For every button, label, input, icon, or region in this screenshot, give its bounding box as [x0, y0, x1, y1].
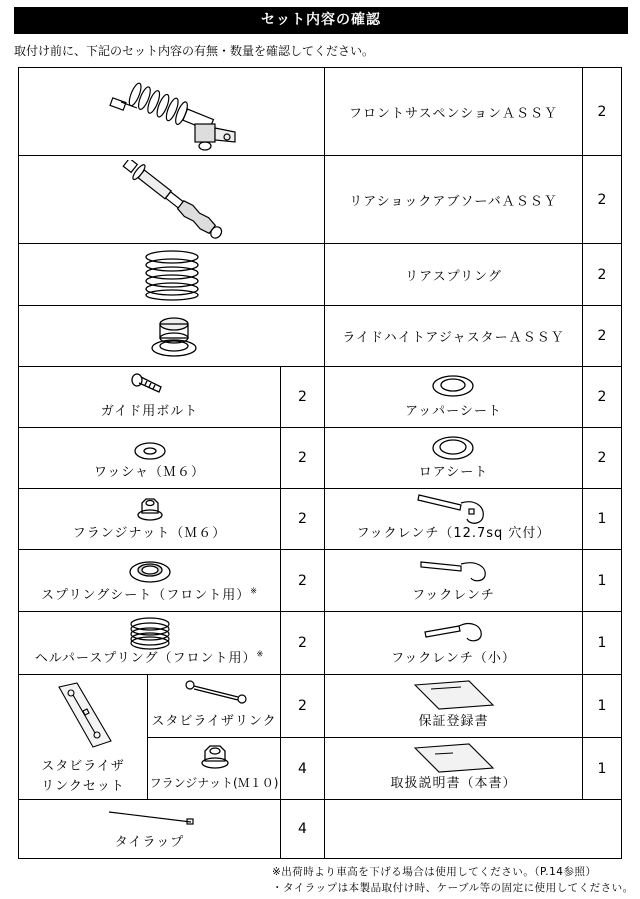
stabilizer-set-label-line2: リンクセット: [41, 779, 125, 794]
tie-wrap-cell: [18, 799, 281, 859]
empty-cell: [324, 799, 622, 859]
spring-seat-icon: [127, 558, 173, 586]
stabilizer-set-icon: [53, 681, 117, 751]
hook-wrench-small-qty: 1: [597, 635, 607, 651]
front-suspension-qty: 2: [597, 103, 607, 120]
flange-nut-icon: [136, 495, 164, 523]
front-suspension-qty-cell: [582, 67, 622, 156]
hook-wrench-qty-cell: [582, 549, 622, 612]
lower-seat-icon: [431, 434, 475, 462]
helper-spring-qty-cell: [280, 611, 325, 675]
stabilizer-set-label-line1: スタビライザ: [41, 759, 125, 774]
footnote-1: ※出荷時より車高を下げる場合は使用してください。（P.14参照）: [272, 866, 597, 878]
rear-spring-image-cell: [18, 243, 325, 306]
flange-nut-m6-qty: 2: [298, 511, 307, 527]
page-title: セット内容の確認: [14, 7, 628, 34]
guide-bolt-label: ガイド用ボルト: [100, 404, 199, 419]
guide-bolt-cell: [18, 366, 281, 428]
lower-seat-qty: 2: [597, 450, 607, 466]
helper-spring-cell: [18, 611, 281, 675]
rear-spring-label: リアスプリング: [405, 269, 502, 284]
hook-wrench-sq-qty: 1: [597, 511, 607, 527]
stabilizer-link-icon: [184, 679, 248, 705]
stabilizer-link-cell: [147, 674, 281, 738]
washer-cell: [18, 427, 281, 489]
manual-label: 取扱説明書（本書）: [390, 776, 517, 791]
stabilizer-link-label: スタビライザリンク: [151, 714, 277, 729]
flange-nut-m10-qty: 4: [298, 760, 307, 777]
rear-shock-name-cell: [324, 155, 583, 244]
hook-wrench-sq-cell: [324, 488, 583, 550]
rear-shock-image-cell: [18, 155, 325, 244]
rear-spring-qty: 2: [597, 266, 607, 283]
front-suspension-name-cell: [324, 67, 583, 156]
manual-icon: [411, 742, 497, 774]
ride-height-adjuster-qty-cell: [582, 305, 622, 367]
rear-spring-icon: [137, 249, 207, 301]
flange-nut-m10-cell: [147, 737, 281, 800]
ride-height-adjuster-name-cell: [324, 305, 583, 367]
ride-height-adjuster-image-cell: [18, 305, 325, 367]
upper-seat-qty: 2: [597, 389, 607, 405]
ride-height-adjuster-icon: [149, 312, 199, 362]
stabilizer-set-cell: [18, 674, 148, 800]
lower-seat-qty-cell: [582, 427, 622, 489]
rear-shock-qty: 2: [597, 191, 607, 208]
front-suspension-icon: [107, 72, 247, 154]
ride-height-adjuster-label: ライドハイトアジャスターＡＳＳＹ: [342, 330, 565, 346]
washer-qty: 2: [298, 450, 307, 466]
rear-shock-label: リアショックアブソーバＡＳＳＹ: [349, 194, 558, 209]
upper-seat-qty-cell: [582, 366, 622, 428]
stabilizer-link-qty-cell: [280, 674, 325, 738]
rear-spring-qty-cell: [582, 243, 622, 306]
warranty-card-qty: 1: [597, 698, 607, 714]
upper-seat-label: アッパーシート: [405, 404, 502, 419]
hook-wrench-qty: 1: [597, 572, 607, 589]
washer-label: ワッシャ（Ｍ６）: [93, 465, 206, 480]
helper-spring-label: ヘルパースプリング（フロント用）※: [34, 649, 265, 666]
flange-nut-m10-qty-cell: [280, 737, 325, 800]
warranty-card-cell: [324, 674, 583, 738]
rear-spring-name-cell: [324, 243, 583, 306]
flange-nut-m10-icon: [200, 742, 230, 772]
rear-shock-qty-cell: [582, 155, 622, 244]
hook-wrench-cell: [324, 549, 583, 612]
flange-nut-m10-label: フランジナット(Ｍ１０): [149, 776, 279, 790]
spring-seat-label: スプリングシート（フロント用）※: [41, 586, 258, 603]
tie-wrap-qty: 4: [298, 821, 307, 837]
hook-wrench-small-qty-cell: [582, 611, 622, 675]
spring-seat-qty-cell: [280, 549, 325, 612]
hook-wrench-small-label: フックレンチ（小）: [391, 651, 516, 666]
warranty-card-icon: [411, 679, 497, 711]
hook-wrench-sq-label: フックレンチ（12.7sq 穴付）: [356, 526, 551, 541]
spring-seat-cell: [18, 549, 281, 612]
ride-height-adjuster-qty: 2: [597, 328, 607, 344]
helper-spring-qty: 2: [298, 635, 307, 651]
lower-seat-label: ロアシート: [418, 465, 489, 480]
hook-wrench-small-cell: [324, 611, 583, 675]
warranty-card-label: 保証登録書: [418, 714, 489, 729]
rear-shock-icon: [109, 160, 239, 242]
tie-wrap-label: タイラップ: [114, 835, 185, 850]
guide-bolt-qty: 2: [298, 389, 307, 405]
manual-qty-cell: [582, 737, 622, 800]
front-suspension-image-cell: [18, 67, 325, 156]
warranty-card-qty-cell: [582, 674, 622, 738]
hook-wrench-icon: [419, 556, 489, 584]
upper-seat-icon: [431, 373, 475, 399]
manual-qty: 1: [597, 760, 607, 777]
washer-icon: [133, 440, 167, 462]
flange-nut-m6-cell: [18, 488, 281, 550]
tie-wrap-qty-cell: [280, 799, 325, 859]
footnote-2: ・タイラップは本製品取付け時、ケーブル等の固定に使用してください。: [272, 882, 634, 894]
intro-text: 取付け前に、下記のセット内容の有無・数量を確認してください。: [14, 44, 375, 58]
flange-nut-m6-label: フランジナット（Ｍ６）: [72, 526, 227, 541]
hook-wrench-icon: [423, 618, 485, 646]
upper-seat-cell: [324, 366, 583, 428]
stabilizer-link-qty: 2: [298, 698, 307, 714]
hook-wrench-label: フックレンチ: [412, 588, 495, 603]
spring-seat-qty: 2: [298, 572, 307, 589]
front-suspension-label: フロントサスペンションＡＳＳＹ: [349, 106, 558, 121]
lower-seat-cell: [324, 427, 583, 489]
washer-qty-cell: [280, 427, 325, 489]
tie-wrap-icon: [107, 810, 197, 826]
manual-cell: [324, 737, 583, 800]
guide-bolt-qty-cell: [280, 366, 325, 428]
guide-bolt-icon: [131, 373, 167, 399]
hook-wrench-sq-qty-cell: [582, 488, 622, 550]
flange-nut-m6-qty-cell: [280, 488, 325, 550]
